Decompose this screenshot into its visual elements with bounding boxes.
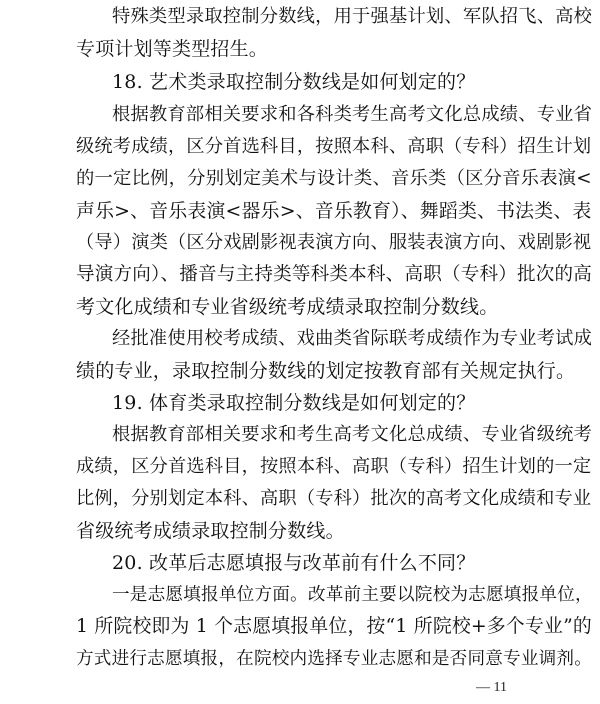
body-line: 导演方向）、播音与主持类等科类本科、高职（专科）批次的高: [76, 264, 593, 285]
page-number: — 11: [476, 680, 507, 695]
body-line: 方式进行志愿填报，在院校内选择专业志愿和是否同意专业调剂。: [76, 649, 593, 669]
question-heading-18: 18. 艺术类录取控制分数线是如何划定的？: [112, 71, 476, 93]
body-line: 比例，分别划定本科、高职（专科）批次的高考文化成绩和专业: [76, 488, 592, 509]
body-line: 成绩，区分首选科目，按照本科、高职（专科）招生计划的一定: [76, 456, 592, 477]
body-line: 根据教育部相关要求和考生高考文化总成绩、专业省级统考: [112, 424, 593, 445]
body-line: 省级统考成绩录取控制分数线。: [76, 520, 345, 542]
body-line: （导）演类（区分戏剧影视表演方向、服装表演方向、戏剧影视: [76, 232, 592, 253]
body-line: 声乐>、音乐表演<器乐>、音乐教育）、舞蹈类、书法类、表: [76, 200, 592, 222]
body-line: 的一定比例，分别划定美术与设计类、音乐类（区分音乐表演<: [76, 168, 592, 189]
body-line: 一是志愿填报单位方面。改革前主要以院校为志愿填报单位，: [112, 585, 593, 605]
question-heading-20: 20. 改革后志愿填报与改革前有什么不同？: [112, 552, 476, 574]
body-line: 考文化成绩和专业省级统考成绩录取控制分数线。: [76, 296, 499, 318]
body-line: 专项计划等类型招生。: [76, 38, 269, 60]
body-line: 绩的专业，录取控制分数线的划定按教育部有关规定执行。: [76, 360, 576, 382]
body-line: 根据教育部相关要求和各科类考生高考文化总成绩、专业省: [112, 104, 593, 125]
body-line: 1 所院校即为 1 个志愿填报单位，按“1 所院校+多个专业”的: [76, 616, 592, 637]
body-line: 经批准使用校考成绩、戏曲类省际联考成绩作为专业考试成: [112, 328, 593, 349]
body-line: 特殊类型录取控制分数线，用于强基计划、军队招飞、高校: [112, 6, 593, 27]
body-line: 级统考成绩，区分首选科目，按照本科、高职（专科）招生计划: [76, 136, 592, 157]
question-heading-19: 19. 体育类录取控制分数线是如何划定的？: [112, 392, 476, 414]
